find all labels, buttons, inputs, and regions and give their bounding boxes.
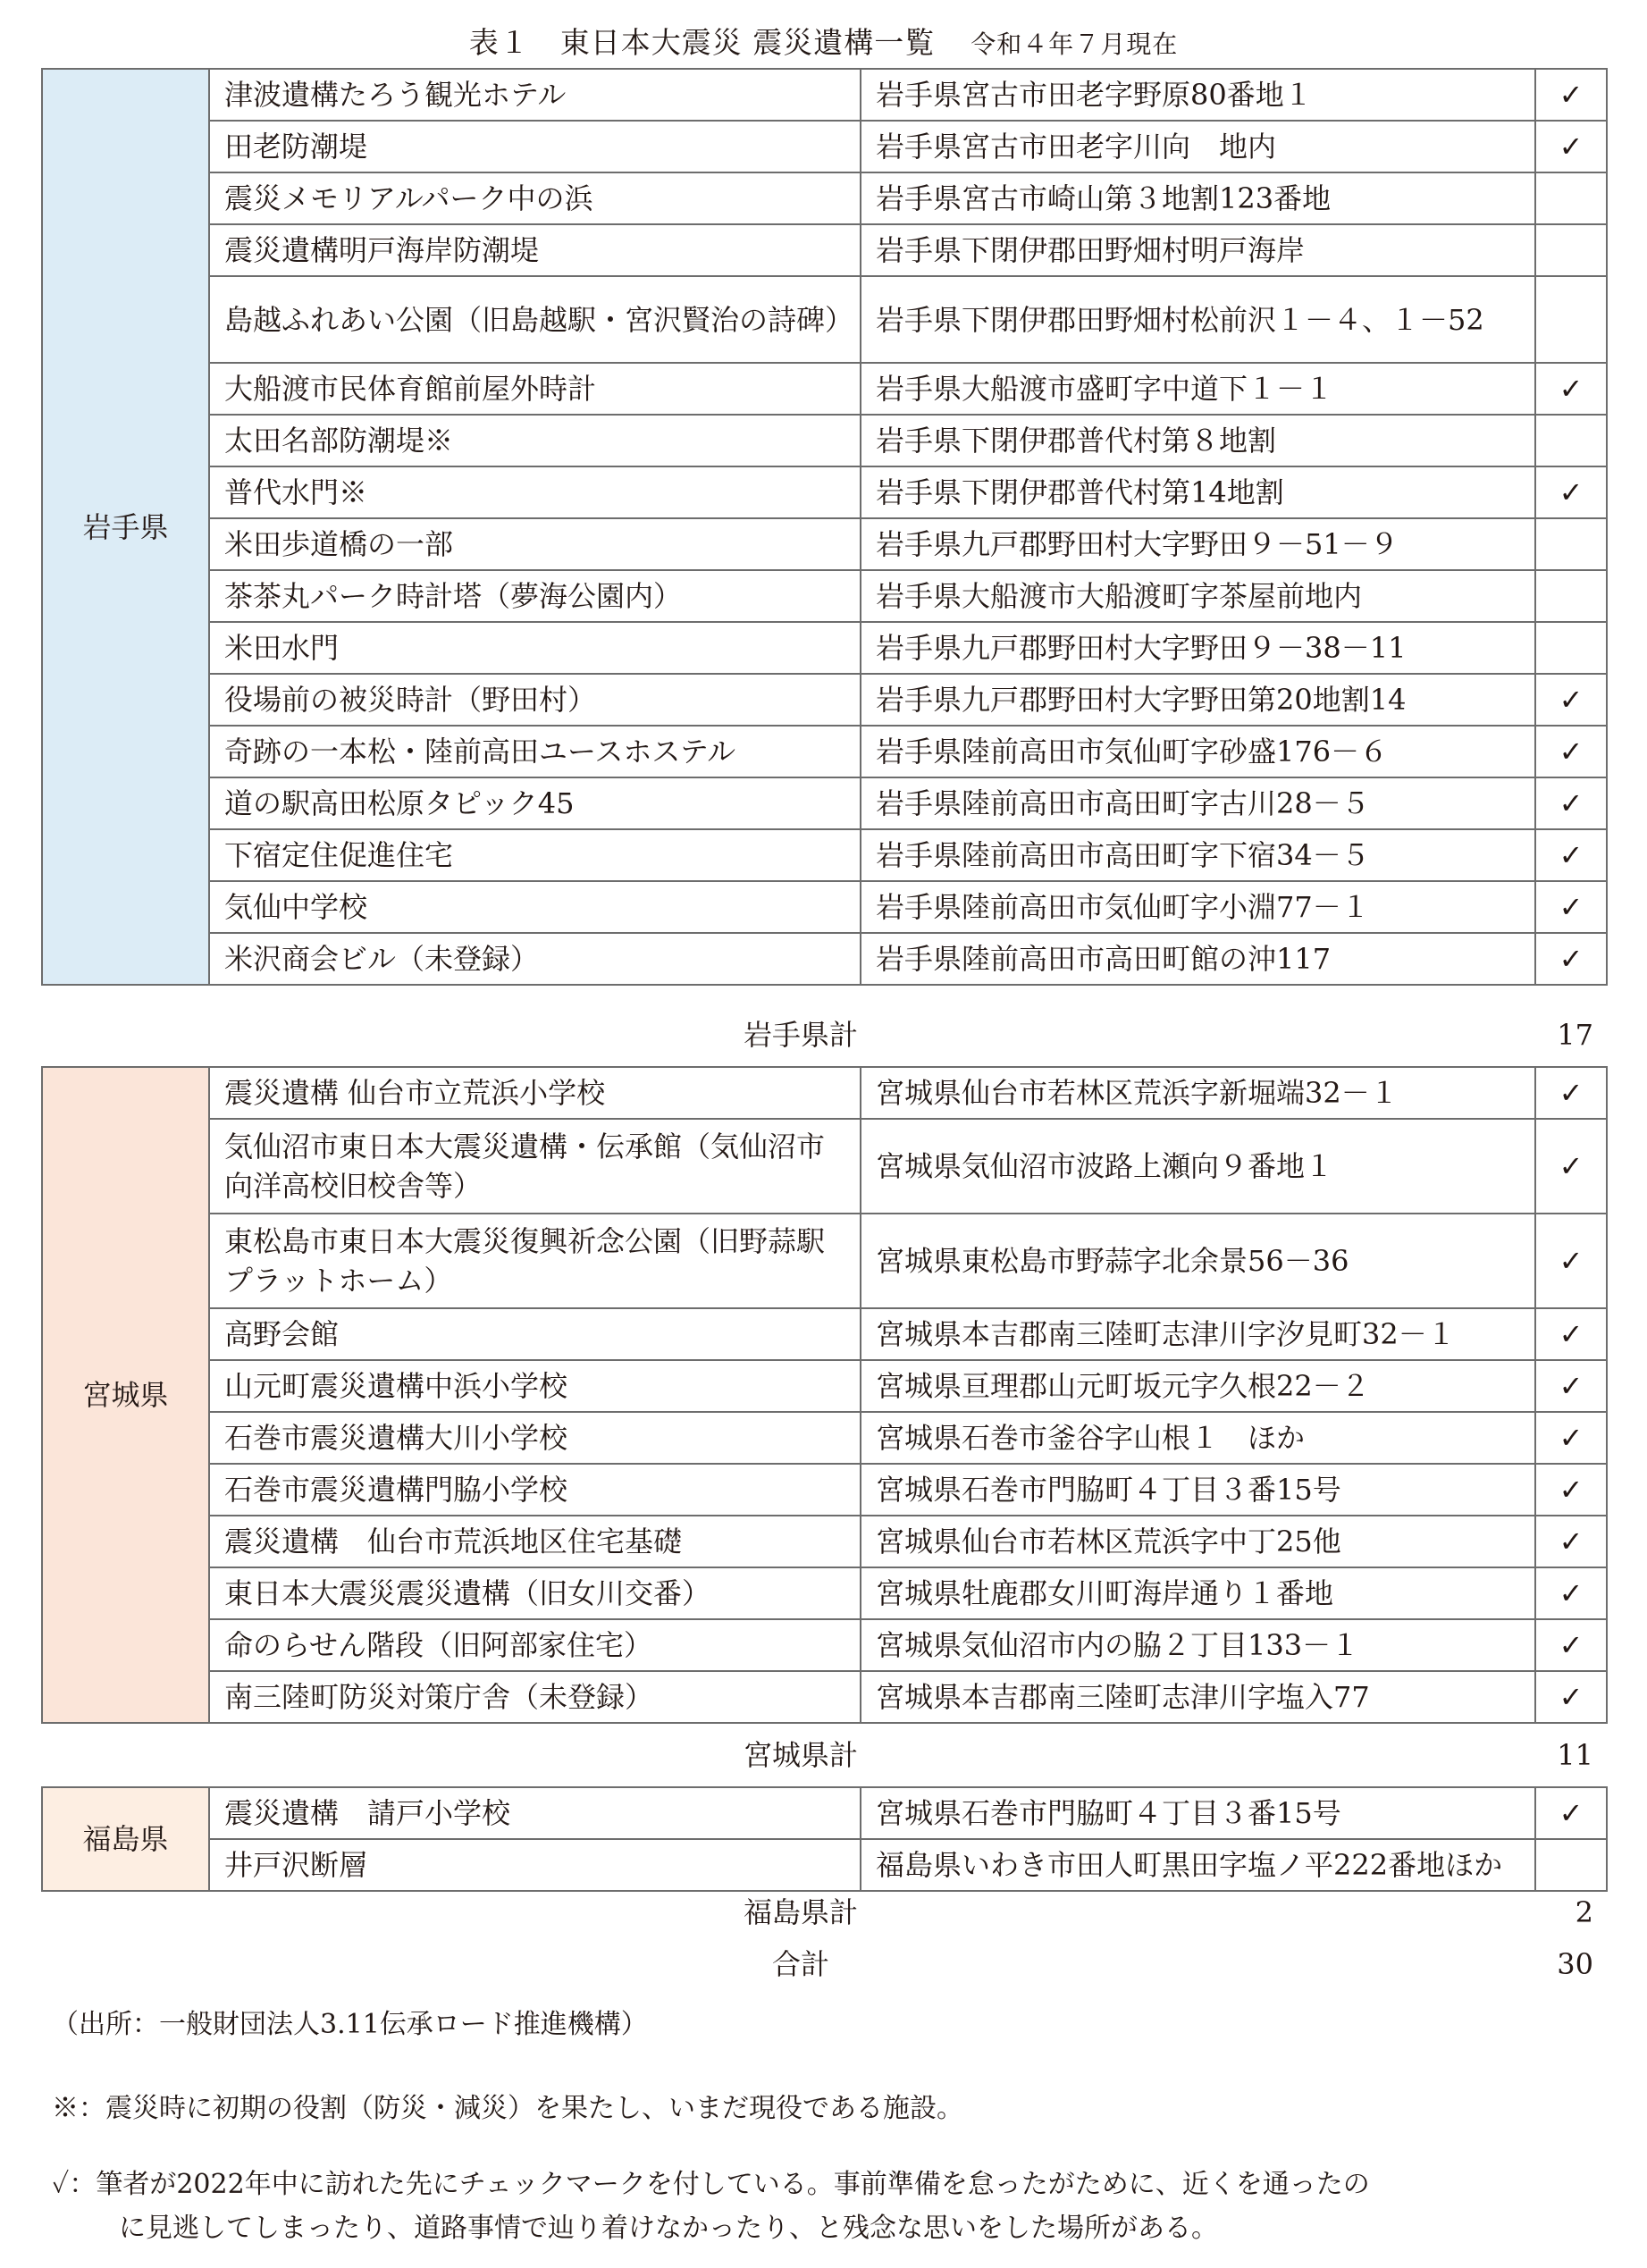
table-row <box>42 674 1607 726</box>
site-name-cell: 気仙中学校 <box>209 881 861 933</box>
table-row <box>42 1067 1607 1119</box>
site-name-cell: 命のらせん階段（旧阿部家住宅） <box>209 1619 861 1671</box>
table-row <box>42 224 1607 276</box>
address-cell: 宮城県仙台市若林区荒浜字中丁25他 <box>861 1516 1535 1567</box>
table-row <box>42 1412 1607 1464</box>
check-note <box>52 2163 1607 2250</box>
subtotal-value: 2 <box>1575 1895 1593 1929</box>
table-row <box>42 1671 1607 1723</box>
table-row <box>42 1619 1607 1671</box>
address-cell: 岩手県下閉伊郡田野畑村松前沢１－４、１－52 <box>861 276 1535 363</box>
site-name-cell: 井戸沢断層 <box>209 1839 861 1891</box>
table-row <box>42 570 1607 622</box>
site-name-cell: 普代水門※ <box>209 466 861 518</box>
check-mark-cell <box>1535 622 1607 674</box>
table-title <box>0 20 1647 62</box>
total-value: 30 <box>1557 1947 1593 1981</box>
table-row <box>42 881 1607 933</box>
subtotal-value: 17 <box>1557 1018 1593 1052</box>
site-name-cell: 奇跡の一本松・陸前高田ユースホステル <box>209 726 861 777</box>
site-name-cell: 石巻市震災遺構大川小学校 <box>209 1412 861 1464</box>
address-cell: 岩手県大船渡市大船渡町字茶屋前地内 <box>861 570 1535 622</box>
address-cell: 岩手県陸前高田市高田町館の沖117 <box>861 933 1535 985</box>
check-mark-cell: ✓ <box>1535 121 1607 172</box>
check-mark-cell: ✓ <box>1535 1119 1607 1214</box>
table-row <box>42 829 1607 881</box>
check-mark-cell <box>1535 276 1607 363</box>
table-row <box>42 1360 1607 1412</box>
iwate-table <box>41 68 1608 986</box>
address-cell: 岩手県宮古市田老字野原80番地１ <box>861 69 1535 121</box>
check-mark-cell: ✓ <box>1535 674 1607 726</box>
site-name-cell: 大船渡市民体育館前屋外時計 <box>209 363 861 415</box>
site-name-cell: 島越ふれあい公園（旧島越駅・宮沢賢治の詩碑） <box>209 276 861 363</box>
subtotal-label: 宮城県計 <box>743 1738 858 1772</box>
table-row <box>42 172 1607 224</box>
iwate-subtotal <box>41 1015 1608 1054</box>
site-name-cell: 気仙沼市東日本大震災遺構・伝承館（気仙沼市向洋高校旧校舎等） <box>209 1119 861 1214</box>
address-cell: 宮城県本吉郡南三陸町志津川字汐見町32－１ <box>861 1308 1535 1360</box>
site-name-cell: 茶茶丸パーク時計塔（夢海公園内） <box>209 570 861 622</box>
check-mark-cell: ✓ <box>1535 1619 1607 1671</box>
site-name-cell: 太田名部防潮堤※ <box>209 415 861 466</box>
check-mark-cell: ✓ <box>1535 1787 1607 1839</box>
site-name-cell: 震災遺構 仙台市荒浜地区住宅基礎 <box>209 1516 861 1567</box>
table-row <box>42 1516 1607 1567</box>
prefecture-cell: 岩手県 <box>42 69 209 985</box>
address-cell: 宮城県石巻市門脇町４丁目３番15号 <box>861 1464 1535 1516</box>
site-name-cell: 高野会館 <box>209 1308 861 1360</box>
site-name-cell: 道の駅高田松原タピック45 <box>209 777 861 829</box>
site-name-cell: 震災遺構 仙台市立荒浜小学校 <box>209 1067 861 1119</box>
address-cell: 岩手県陸前高田市高田町字下宿34－５ <box>861 829 1535 881</box>
address-cell: 岩手県宮古市崎山第３地割123番地 <box>861 172 1535 224</box>
site-name-cell: 山元町震災遺構中浜小学校 <box>209 1360 861 1412</box>
check-note-line1: ✓：筆者が2022年中に訪れた先にチェックマークを付している。事前準備を怠ったがために、近くを通ったの <box>52 2169 1370 2200</box>
address-cell: 宮城県仙台市若林区荒浜字新堀端32－１ <box>861 1067 1535 1119</box>
check-mark-cell <box>1535 518 1607 570</box>
check-mark-cell <box>1535 172 1607 224</box>
site-name-cell: 南三陸町防災対策庁舎（未登録） <box>209 1671 861 1723</box>
table-row <box>42 1119 1607 1214</box>
address-cell: 岩手県陸前高田市気仙町字砂盛176－６ <box>861 726 1535 777</box>
table-title-main: 表１ 東日本大震災 震災遺構一覧 <box>468 25 936 60</box>
asterisk-note: ※：震災時に初期の役割（防災・減災）を果たし、いまだ現役である施設。 <box>52 2093 963 2124</box>
check-mark-cell <box>1535 224 1607 276</box>
table-row <box>42 777 1607 829</box>
address-cell: 岩手県九戸郡野田村大字野田９－38－11 <box>861 622 1535 674</box>
prefecture-cell: 宮城県 <box>42 1067 209 1723</box>
table-row <box>42 1839 1607 1891</box>
site-name-cell: 米田歩道橋の一部 <box>209 518 861 570</box>
address-cell: 宮城県東松島市野蒜字北余景56－36 <box>861 1214 1535 1308</box>
miyagi-subtotal <box>41 1735 1608 1775</box>
table-row <box>42 622 1607 674</box>
address-cell: 宮城県石巻市釜谷字山根１ ほか <box>861 1412 1535 1464</box>
check-mark-cell: ✓ <box>1535 1214 1607 1308</box>
address-cell: 宮城県牡鹿郡女川町海岸通り１番地 <box>861 1567 1535 1619</box>
check-mark-cell: ✓ <box>1535 777 1607 829</box>
table-row <box>42 1567 1607 1619</box>
table-row <box>42 1464 1607 1516</box>
site-name-cell: 米田水門 <box>209 622 861 674</box>
table-row <box>42 1787 1607 1839</box>
site-name-cell: 津波遺構たろう観光ホテル <box>209 69 861 121</box>
address-cell: 岩手県下閉伊郡田野畑村明戸海岸 <box>861 224 1535 276</box>
site-name-cell: 下宿定住促進住宅 <box>209 829 861 881</box>
site-name-cell: 役場前の被災時計（野田村） <box>209 674 861 726</box>
address-cell: 岩手県下閉伊郡普代村第８地割 <box>861 415 1535 466</box>
miyagi-table <box>41 1066 1608 1724</box>
site-name-cell: 東松島市東日本大震災復興祈念公園（旧野蒜駅プラットホーム） <box>209 1214 861 1308</box>
check-mark-cell: ✓ <box>1535 1412 1607 1464</box>
site-name-cell: 震災メモリアルパーク中の浜 <box>209 172 861 224</box>
check-mark-cell: ✓ <box>1535 933 1607 985</box>
address-cell: 宮城県気仙沼市内の脇２丁目133－１ <box>861 1619 1535 1671</box>
subtotal-label: 福島県計 <box>743 1895 858 1929</box>
site-name-cell: 米沢商会ビル（未登録） <box>209 933 861 985</box>
site-name-cell: 震災遺構明戸海岸防潮堤 <box>209 224 861 276</box>
check-mark-cell <box>1535 1839 1607 1891</box>
address-cell: 宮城県本吉郡南三陸町志津川字塩入77 <box>861 1671 1535 1723</box>
address-cell: 岩手県陸前高田市気仙町字小淵77－１ <box>861 881 1535 933</box>
check-mark-cell <box>1535 570 1607 622</box>
table-row <box>42 466 1607 518</box>
check-mark-cell: ✓ <box>1535 829 1607 881</box>
total-label: 合計 <box>771 1947 829 1981</box>
check-note-line2: に見逃してしまったり、道路事情で辿り着けなかったり、と残念な思いをした場所がある。 <box>119 2213 1218 2244</box>
address-cell: 岩手県宮古市田老字川向 地内 <box>861 121 1535 172</box>
as-of-date: 令和４年７月現在 <box>971 29 1179 59</box>
check-mark-cell: ✓ <box>1535 1567 1607 1619</box>
check-mark-cell: ✓ <box>1535 881 1607 933</box>
table-row <box>42 415 1607 466</box>
check-mark-cell: ✓ <box>1535 726 1607 777</box>
check-mark-cell: ✓ <box>1535 466 1607 518</box>
fukushima-subtotal <box>41 1893 1608 1932</box>
site-name-cell: 石巻市震災遺構門脇小学校 <box>209 1464 861 1516</box>
table-row <box>42 933 1607 985</box>
check-mark-cell: ✓ <box>1535 1516 1607 1567</box>
table-row <box>42 726 1607 777</box>
address-cell: 岩手県九戸郡野田村大字野田９－51－９ <box>861 518 1535 570</box>
table-row <box>42 363 1607 415</box>
source-note: （出所：一般財団法人3.11伝承ロード推進機構） <box>52 2009 648 2040</box>
fukushima-table <box>41 1786 1608 1892</box>
address-cell: 岩手県大船渡市盛町字中道下１－１ <box>861 363 1535 415</box>
site-name-cell: 東日本大震災震災遺構（旧女川交番） <box>209 1567 861 1619</box>
table-row <box>42 69 1607 121</box>
address-cell: 宮城県石巻市門脇町４丁目３番15号 <box>861 1787 1535 1839</box>
check-mark-cell: ✓ <box>1535 69 1607 121</box>
check-mark-cell: ✓ <box>1535 363 1607 415</box>
table-row <box>42 276 1607 363</box>
check-mark-cell <box>1535 415 1607 466</box>
address-cell: 福島県いわき市田人町黒田字塩ノ平222番地ほか <box>861 1839 1535 1891</box>
table-row <box>42 1214 1607 1308</box>
prefecture-cell: 福島県 <box>42 1787 209 1891</box>
subtotal-label: 岩手県計 <box>743 1018 858 1052</box>
check-mark-cell: ✓ <box>1535 1308 1607 1360</box>
grand-total <box>41 1945 1608 1984</box>
address-cell: 岩手県下閉伊郡普代村第14地割 <box>861 466 1535 518</box>
table-row <box>42 518 1607 570</box>
address-cell: 岩手県九戸郡野田村大字野田第20地割14 <box>861 674 1535 726</box>
address-cell: 岩手県陸前高田市高田町字古川28－５ <box>861 777 1535 829</box>
check-mark-cell: ✓ <box>1535 1360 1607 1412</box>
subtotal-value: 11 <box>1557 1738 1593 1772</box>
address-cell: 宮城県気仙沼市波路上瀬向９番地１ <box>861 1119 1535 1214</box>
check-mark-cell: ✓ <box>1535 1464 1607 1516</box>
table-row <box>42 121 1607 172</box>
address-cell: 宮城県亘理郡山元町坂元字久根22－２ <box>861 1360 1535 1412</box>
check-mark-cell: ✓ <box>1535 1671 1607 1723</box>
site-name-cell: 田老防潮堤 <box>209 121 861 172</box>
site-name-cell: 震災遺構 請戸小学校 <box>209 1787 861 1839</box>
check-mark-cell: ✓ <box>1535 1067 1607 1119</box>
table-row <box>42 1308 1607 1360</box>
